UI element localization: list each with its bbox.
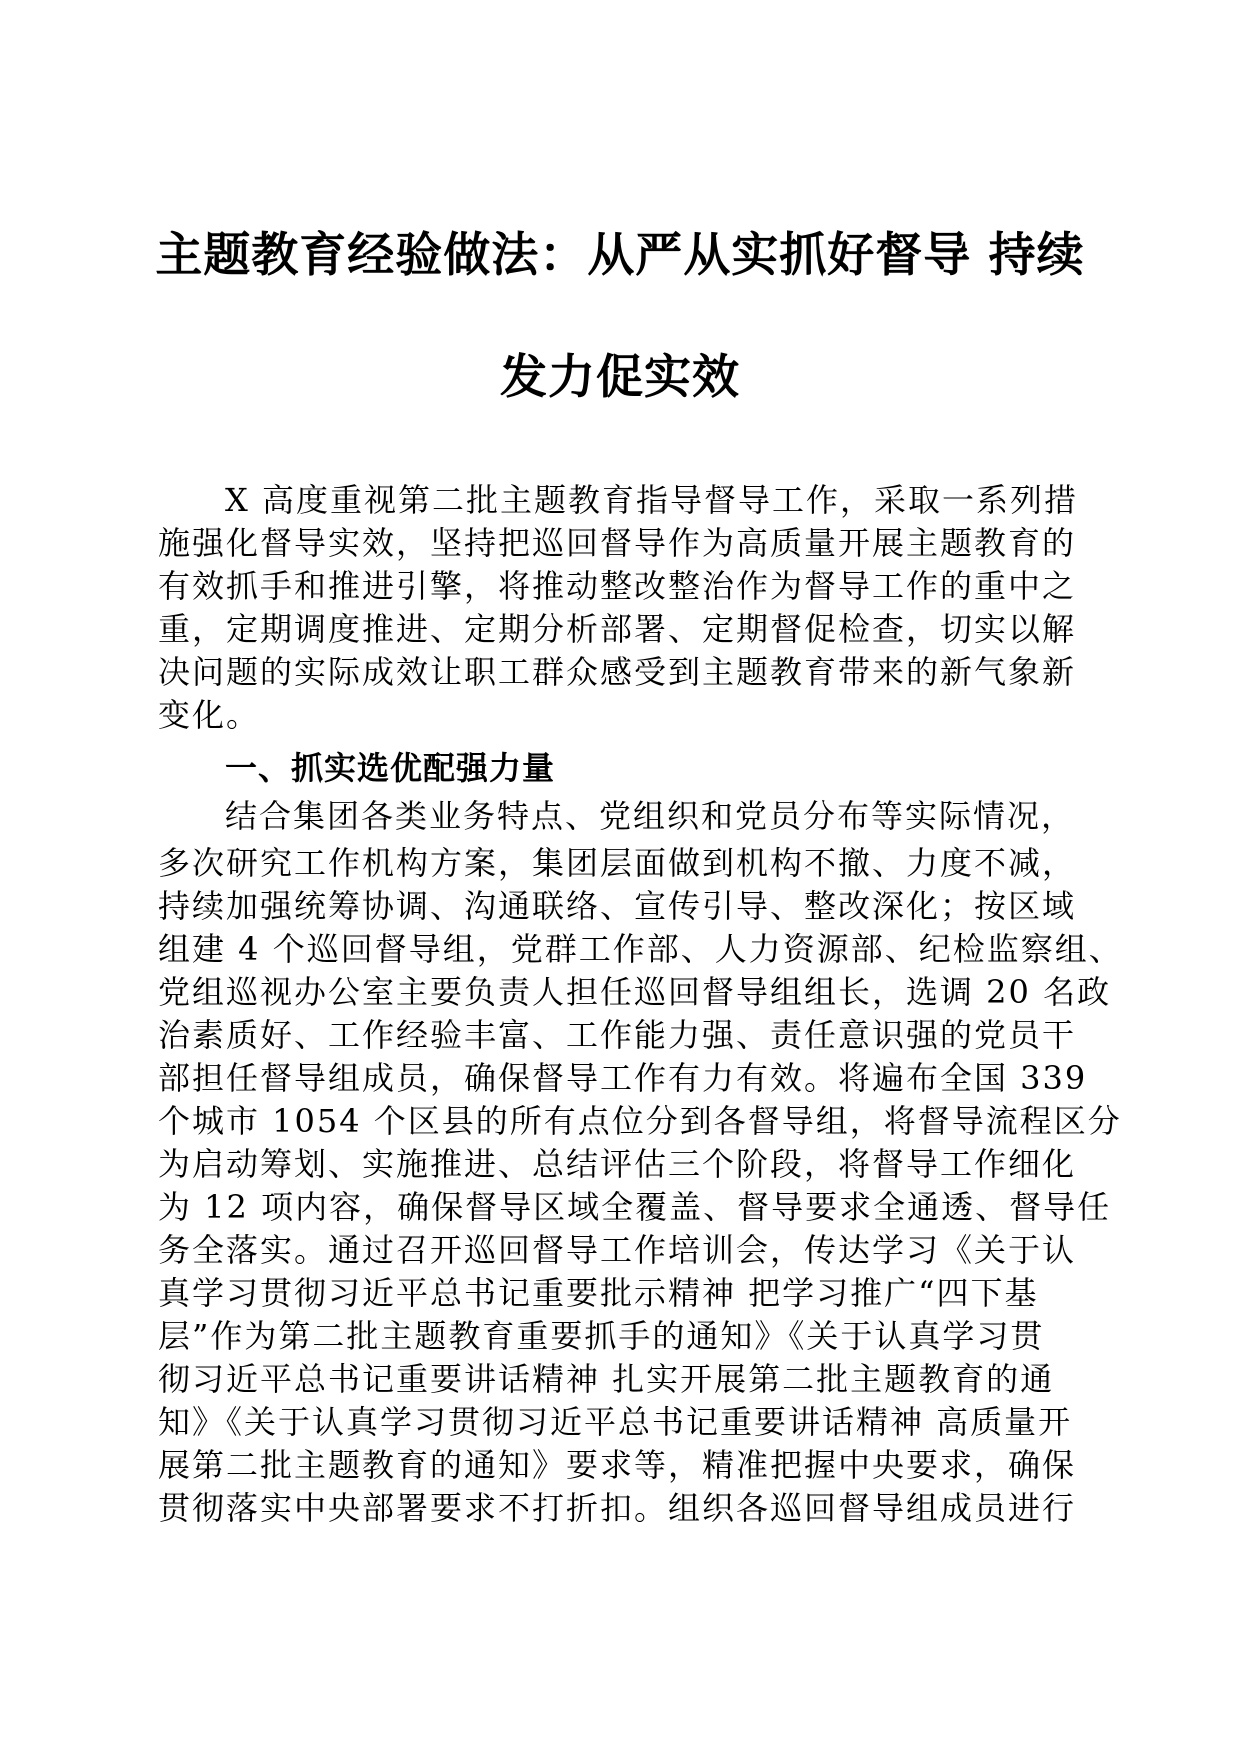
section-1-paragraph-line: 持续加强统筹协调、沟通联络、宣传引导、整改深化；按区域 — [158, 887, 1077, 925]
intro-paragraph-line: 重，定期调度推进、定期分析部署、定期督促检查，切实以解 — [158, 610, 1077, 648]
section-1-paragraph-line: 层”作为第二批主题教育重要抓手的通知》《关于认真学习贯 — [158, 1317, 1045, 1355]
document-title-line-2: 发力促实效 — [500, 350, 740, 405]
intro-paragraph-line: 决问题的实际成效让职工群众感受到主题教育带来的新气象新 — [158, 653, 1077, 691]
section-1-paragraph-line: 个城市 1054 个区县的所有点位分到各督导组，将督导流程区分 — [158, 1102, 1122, 1140]
section-1-paragraph-line: 务全落实。通过召开巡回督导工作培训会，传达学习《关于认 — [158, 1231, 1077, 1269]
section-1-paragraph-line: 贯彻落实中央部署要求不打折扣。组织各巡回督导组成员进行 — [158, 1489, 1077, 1527]
section-1-paragraph-line: 为 12 项内容，确保督导区域全覆盖、督导要求全通透、督导任 — [158, 1188, 1112, 1226]
section-1-paragraph-line: 知》《关于认真学习贯彻习近平总书记重要讲话精神 高质量开 — [158, 1403, 1073, 1441]
intro-paragraph-line: X 高度重视第二批主题教育指导督导工作，采取一系列措 — [225, 481, 1078, 519]
section-1-paragraph-line: 真学习贯彻习近平总书记重要批示精神 把学习推广“四下基 — [158, 1274, 1039, 1312]
section-1-paragraph-line: 党组巡视办公室主要负责人担任巡回督导组组长，选调 20 名政 — [158, 973, 1112, 1011]
section-heading-1: 一、抓实选优配强力量 — [225, 749, 556, 787]
section-1-paragraph-line: 多次研究工作机构方案，集团层面做到机构不撤、力度不减， — [158, 844, 1077, 882]
section-1-paragraph-line: 结合集团各类业务特点、党组织和党员分布等实际情况， — [225, 797, 1076, 835]
intro-paragraph-line: 变化。 — [158, 696, 261, 734]
section-1-paragraph-line: 展第二批主题教育的通知》要求等，精准把握中央要求，确保 — [158, 1446, 1077, 1484]
document-title-line-1: 主题教育经验做法：从严从实抓好督导 持续 — [155, 228, 1085, 283]
intro-paragraph-line: 有效抓手和推进引擎，将推动整改整治作为督导工作的重中之 — [158, 567, 1077, 605]
section-1-paragraph-line: 为启动筹划、实施推进、总结评估三个阶段，将督导工作细化 — [158, 1145, 1077, 1183]
intro-paragraph-line: 施强化督导实效，坚持把巡回督导作为高质量开展主题教育的 — [158, 524, 1077, 562]
section-1-paragraph-line: 彻习近平总书记重要讲话精神 扎实开展第二批主题教育的通 — [158, 1360, 1055, 1398]
section-1-paragraph-line: 部担任督导组成员，确保督导工作有力有效。将遍布全国 339 — [158, 1059, 1088, 1097]
section-1-paragraph-line: 治素质好、工作经验丰富、工作能力强、责任意识强的党员干 — [158, 1016, 1077, 1054]
section-1-paragraph-line: 组建 4 个巡回督导组，党群工作部、人力资源部、纪检监察组、 — [158, 930, 1123, 968]
